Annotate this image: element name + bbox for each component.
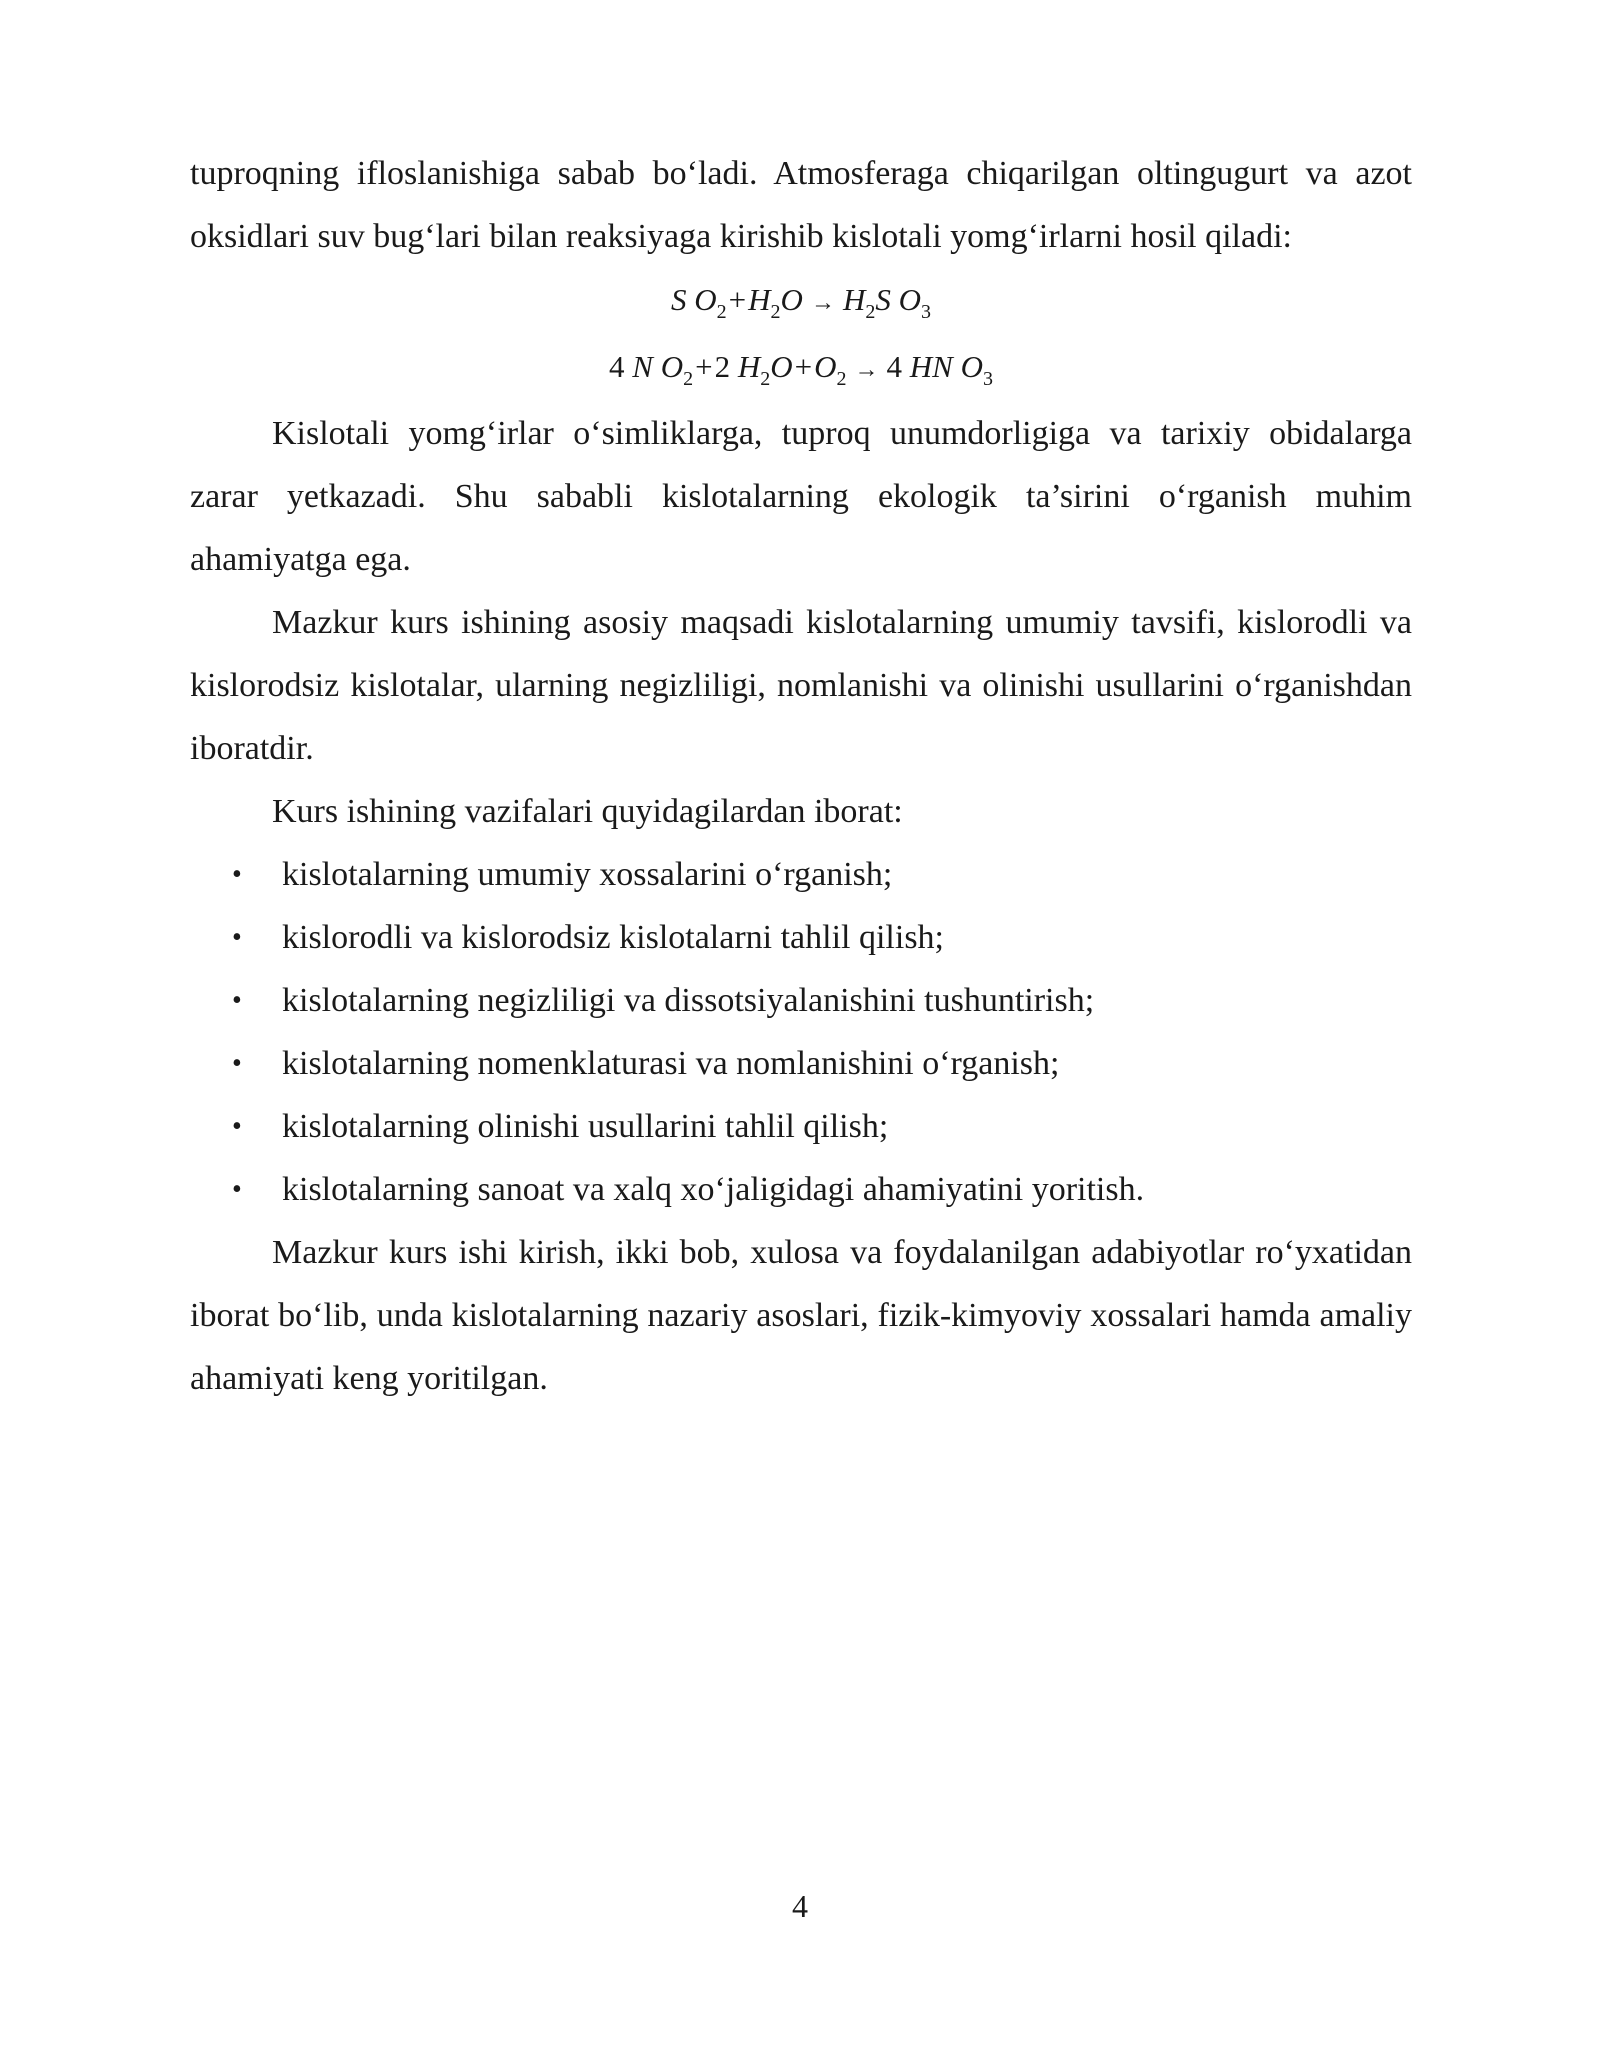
- paragraph-structure: Mazkur kurs ishi kirish, ikki bob, xulosa va foydalanilgan adabiyotlar ro‘yxatidan iborat bo‘lib, unda kislotalarning nazariy asoslari, fizik-kimyoviy xossalari hamda amaliy ahamiyati keng yoritilgan.: [190, 1234, 1412, 1397]
- list-item: [190, 906, 1412, 969]
- list-item: [190, 1032, 1412, 1095]
- equation-nitric-acid: [190, 335, 1412, 402]
- eq2-hno: HN O: [909, 349, 983, 384]
- bullet-icon: •: [232, 985, 242, 1016]
- equation-sulfurous-acid: [190, 268, 1412, 335]
- eq1-product-h-sub: 2: [865, 301, 876, 323]
- eq1-so: S O: [671, 282, 717, 317]
- eq2-no-sub: 2: [683, 368, 694, 390]
- bullet-icon: •: [232, 1174, 242, 1205]
- paragraph-goal: Mazkur kurs ishining asosiy maqsadi kislotalarning umumiy tavsifi, kislorodli va kislorodsiz kislotalar, ularning negizliligi, nomlanishi va olinishi usullarini o‘rganishdan iboratdir.: [190, 604, 1412, 767]
- eq2-hno-sub: 3: [982, 368, 993, 390]
- tasks-list: [190, 843, 1412, 1221]
- eq1-arrow: →: [810, 290, 835, 316]
- eq2-h: H: [737, 349, 761, 384]
- task-text: kislotalarning negizliligi va dissotsiyalanishini tushuntirish;: [282, 982, 1095, 1019]
- eq2-o: O: [770, 349, 793, 384]
- eq2-no: N O: [632, 349, 684, 384]
- eq1-so-sub: 2: [716, 301, 727, 323]
- list-item: [190, 1158, 1412, 1221]
- eq2-plus-2: +: [794, 349, 813, 384]
- eq1-product-h: H: [842, 282, 866, 317]
- task-text: kislotalarning umumiy xossalarini o‘rganish;: [282, 856, 893, 893]
- task-text: kislotalarning olinishi usullarini tahlil qilish;: [282, 1108, 889, 1145]
- document-page: [190, 142, 1412, 1410]
- eq2-plus-1: +: [695, 349, 713, 384]
- task-text: kislotalarning nomenklaturasi va nomlanishini o‘rganish;: [282, 1045, 1060, 1082]
- bullet-icon: •: [232, 1048, 242, 1079]
- eq1-plus: +: [728, 282, 747, 317]
- page-number: 4: [792, 1888, 808, 1924]
- list-item: [190, 969, 1412, 1032]
- eq2-coef-3: 4: [886, 349, 902, 384]
- eq2-arrow: →: [854, 357, 879, 383]
- eq2-coef-1: 4: [609, 349, 625, 384]
- list-item: [190, 843, 1412, 906]
- paragraph-acid-rain: Kislotali yomg‘irlar o‘simliklarga, tuproq unumdorligiga va tarixiy obidalarga zarar yetkazadi. Shu sababli kislotalarning ekologik ta’sirini o‘rganish muhim ahamiyatga ega.: [190, 415, 1412, 578]
- bullet-icon: •: [232, 922, 242, 953]
- paragraph-intro: tuproqning ifloslanishiga sabab bo‘ladi. Atmosferaga chiqarilgan oltingugurt va azot oksidlari suv bug‘lari bilan reaksiyaga kirishib kislotali yomg‘irlarni hosil qiladi:: [190, 155, 1412, 255]
- eq2-oxygen: O: [814, 349, 837, 384]
- eq1-h: H: [748, 282, 771, 317]
- eq1-o: O: [780, 282, 803, 317]
- eq2-oxygen-sub: 2: [836, 368, 847, 390]
- eq1-h-sub: 2: [770, 301, 781, 323]
- list-item: [190, 1095, 1412, 1158]
- task-text: kislotalarning sanoat va xalq xo‘jaligidagi ahamiyatini yoritish.: [282, 1171, 1145, 1208]
- eq2-coef-2: 2: [714, 349, 731, 384]
- paragraph-tasks-intro: Kurs ishining vazifalari quyidagilardan iborat:: [272, 793, 903, 830]
- task-text: kislorodli va kislorodsiz kislotalarni tahlil qilish;: [282, 919, 945, 956]
- eq1-product-so: S O: [875, 282, 921, 317]
- bullet-icon: •: [232, 1111, 242, 1142]
- eq1-product-so-sub: 3: [920, 301, 931, 323]
- eq2-h-sub: 2: [760, 368, 771, 390]
- bullet-icon: •: [232, 859, 242, 890]
